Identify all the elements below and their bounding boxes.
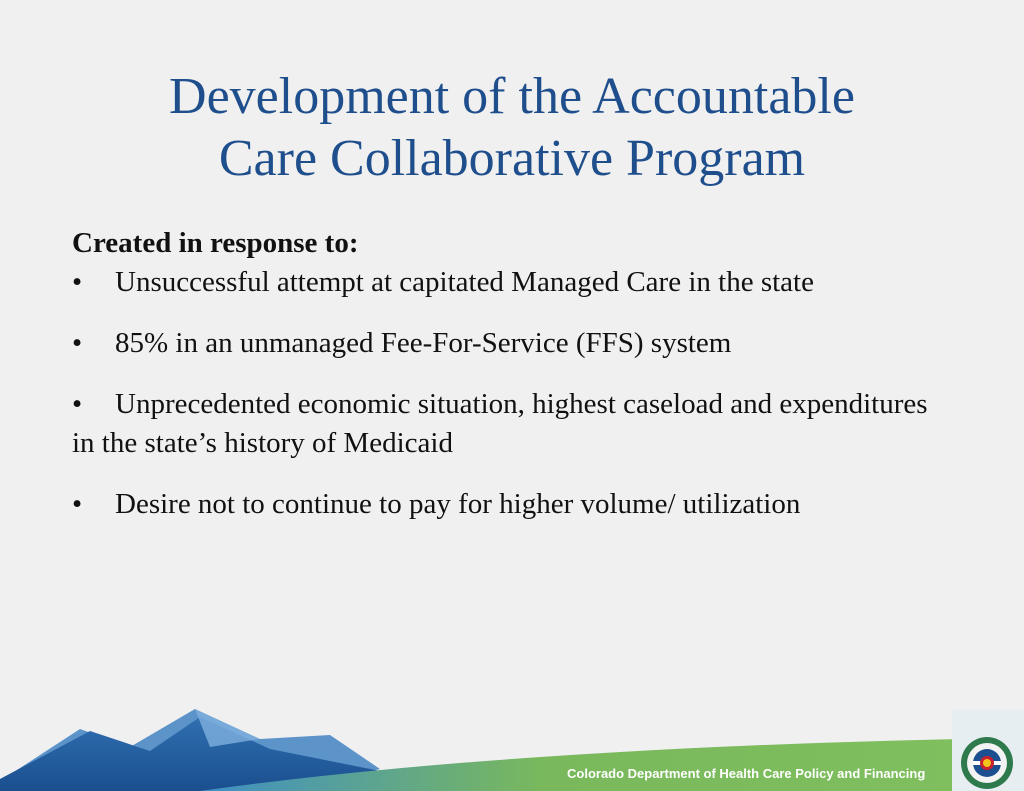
bullet-text: Desire not to continue to pay for higher volume/ utilization (115, 488, 801, 520)
body-heading: Created in response to: (72, 227, 359, 259)
footer-organization: Colorado Department of Health Care Policy and Financing (567, 766, 926, 781)
slide-title (0, 66, 1024, 190)
bullet-dot: • (72, 388, 83, 420)
bullet-text: Unprecedented economic situation, highest caseload and expenditures in the state’s history of Medicaid (72, 388, 928, 459)
state-seal-icon (960, 736, 1014, 790)
title-line-2: Care Collaborative Program (218, 130, 806, 187)
bullet-dot: • (72, 266, 83, 298)
title-line-1: Development of the Accountable (169, 68, 855, 125)
bullet-dot: • (72, 327, 83, 359)
bullet-item (72, 324, 952, 363)
bullet-item (72, 263, 952, 302)
bullet-dot: • (72, 488, 83, 520)
slide-body (72, 224, 952, 546)
bullet-text: 85% in an unmanaged Fee-For-Service (FFS) system (115, 327, 732, 359)
bullet-item (72, 385, 952, 463)
bullet-item (72, 485, 952, 524)
bullet-text: Unsuccessful attempt at capitated Managed Care in the state (115, 266, 814, 298)
